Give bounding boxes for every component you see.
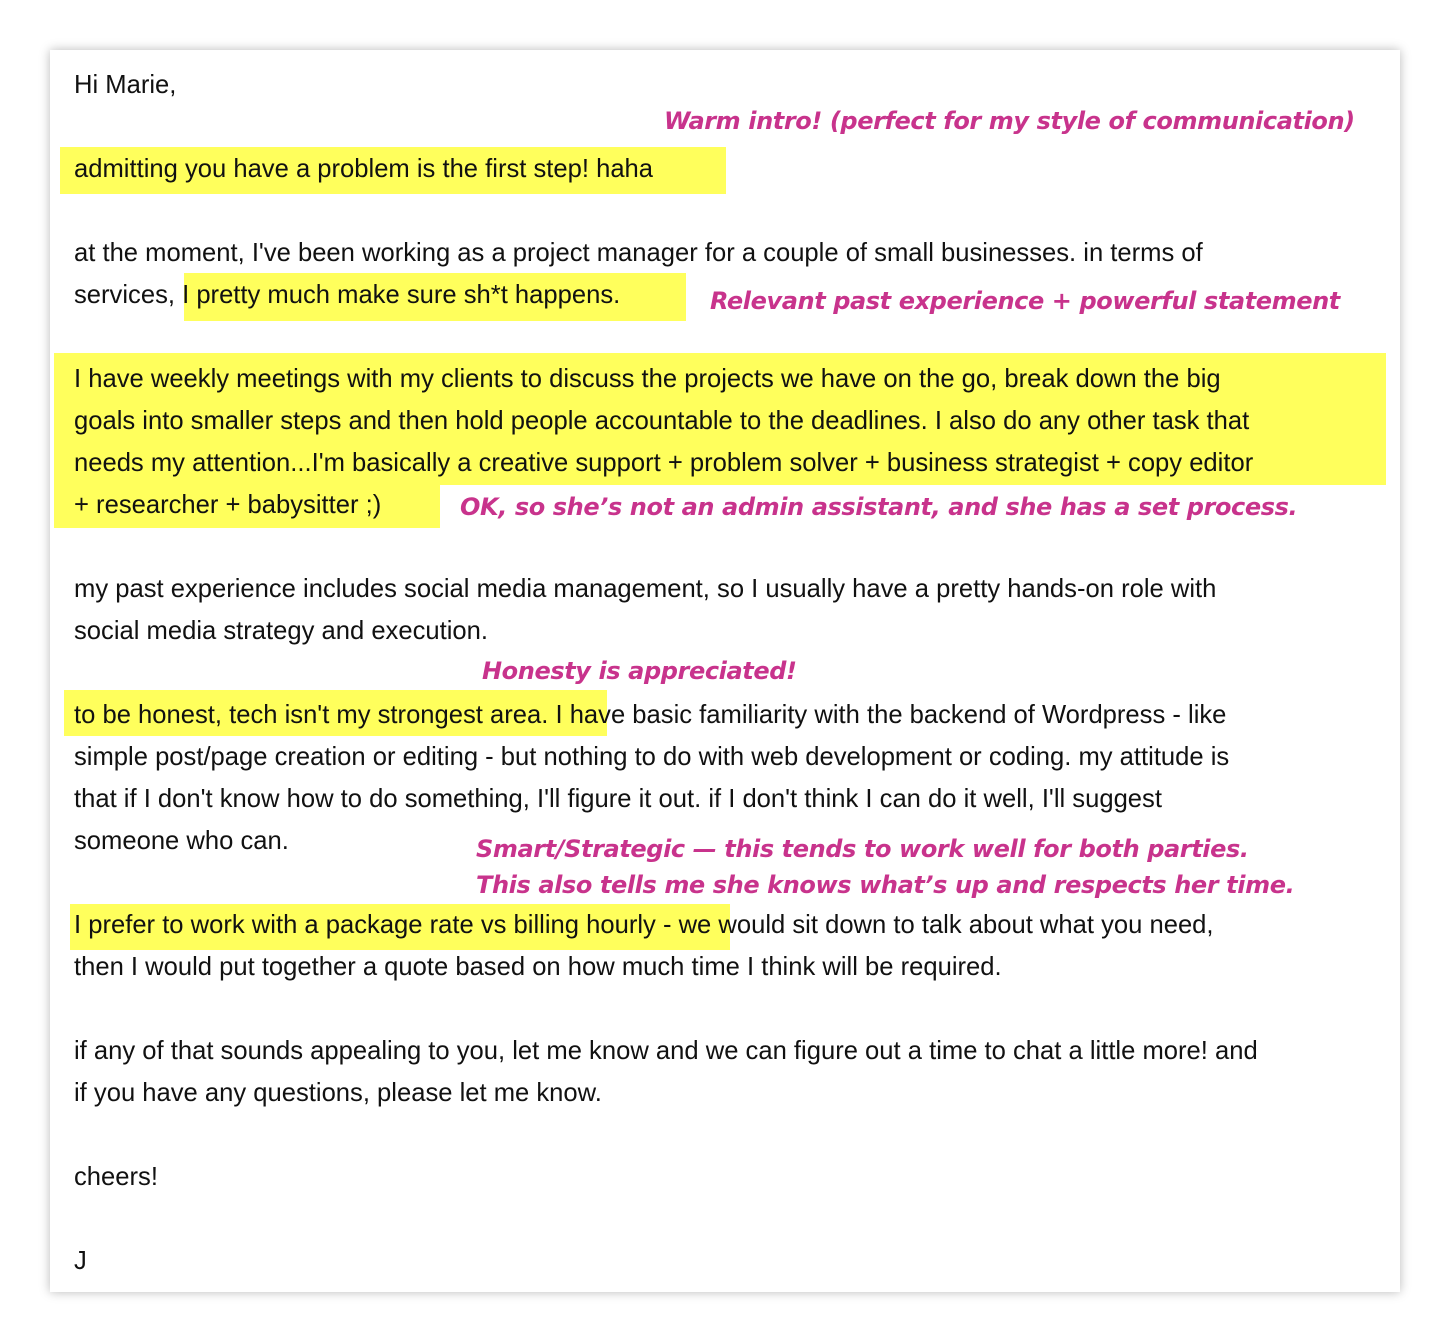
paragraph-weekly-line-1: I have weekly meetings with my clients to discuss the projects we have on the go, break down the big [74, 365, 1221, 393]
text-package-rate: I prefer to work with a package rate vs billing hourly [74, 911, 656, 939]
text-wordpress: I have basic familiarity with the backend of Wordpress - like [548, 701, 1227, 729]
paragraph-weekly-line-3: needs my attention...I'm basically a creative support + problem solver + business strategist + copy editor [74, 449, 1254, 477]
paragraph-weekly-line-2: goals into smaller steps and then hold people accountable to the deadlines. I also do any other task that [74, 407, 1250, 435]
paragraph-social-line-2: social media strategy and execution. [74, 617, 488, 645]
annotation-honesty: Honesty is appreciated! [482, 657, 797, 685]
text-tech-honest: to be honest, tech isn't my strongest area. [74, 701, 549, 729]
annotation-set-process: OK, so she’s not an admin assistant, and she has a set process. [460, 493, 1298, 521]
annotation-relevant-experience: Relevant past experience + powerful statement [710, 287, 1340, 315]
paragraph-first-step: admitting you have a problem is the first step! haha [74, 155, 654, 183]
text-sit-down: - we would sit down to talk about what you need, [655, 911, 1214, 939]
signature: J [74, 1247, 87, 1275]
greeting: Hi Marie, [74, 71, 177, 99]
paragraph-closing-line-1: if any of that sounds appealing to you, let me know and we can figure out a time to chat a little more! and [74, 1037, 1258, 1065]
paragraph-social-line-1: my past experience includes social media management, so I usually have a pretty hands-on role with [74, 575, 1217, 603]
paragraph-tech-line-3: that if I don't know how to do something, I'll figure it out. if I don't think I can do it well, I'll suggest [74, 785, 1162, 813]
paragraph-weekly-line-4: + researcher + babysitter ;) [74, 491, 382, 519]
annotation-smart-line-2: This also tells me she knows what’s up and respects her time. [476, 871, 1295, 899]
paragraph-tech-line-2: simple post/page creation or editing - but nothing to do with web development or coding. my attitude is [74, 743, 1230, 771]
text-make-sure: I pretty much make sure sh*t happens. [182, 281, 621, 309]
annotation-warm-intro: Warm intro! (perfect for my style of communication) [664, 107, 1355, 135]
signoff: cheers! [74, 1163, 158, 1191]
paragraph-project-manager-line-1: at the moment, I've been working as a project manager for a couple of small businesses. in terms of [74, 239, 1203, 267]
paragraph-closing-line-2: if you have any questions, please let me know. [74, 1079, 602, 1107]
text-services: services, [74, 281, 183, 309]
paragraph-tech-line-4: someone who can. [74, 827, 289, 855]
annotation-smart-line-1: Smart/Strategic — this tends to work well for both parties. [476, 835, 1249, 863]
paragraph-package-line-2: then I would put together a quote based on how much time I think will be required. [74, 953, 1002, 981]
